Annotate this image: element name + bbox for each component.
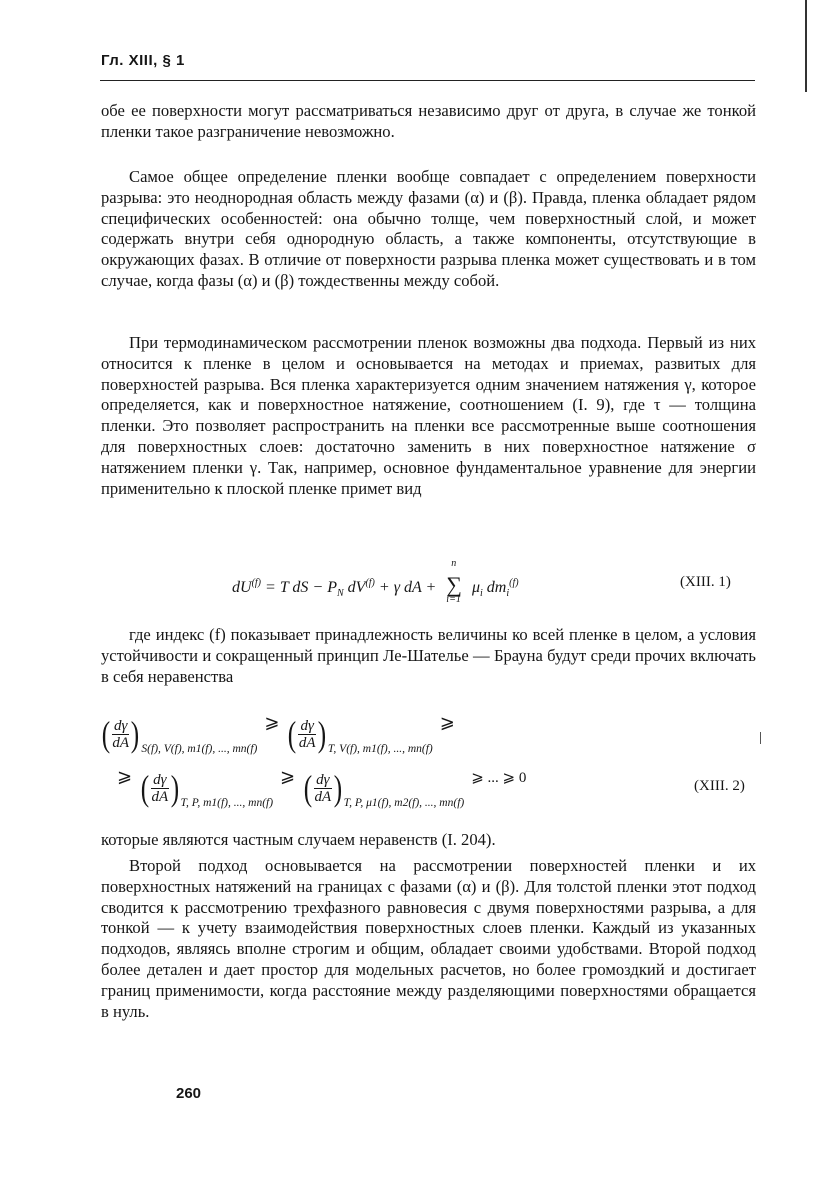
fraction-dgamma-da xyxy=(298,718,315,751)
paragraph-5: которые являются частным случаем неравенств (I. 204). xyxy=(101,830,496,849)
eq1-dm: dm xyxy=(482,579,507,596)
geq-sign: ⩾ xyxy=(264,712,280,732)
frac-num: dγ xyxy=(300,717,314,734)
paren-open: ( xyxy=(288,714,297,755)
frac-den: dA xyxy=(112,734,130,751)
equation-xiii-2 xyxy=(100,712,765,827)
frac-den: dA xyxy=(298,734,316,751)
eq2-sub-4: T, P, μ1(f), m2(f), ..., mn(f) xyxy=(343,797,465,809)
eq1-sup2: (f) xyxy=(365,577,375,589)
geq-sign: ⩾ xyxy=(117,766,133,786)
paren-close: ) xyxy=(333,768,342,809)
paren-close: ) xyxy=(170,768,179,809)
sum-upper: n xyxy=(451,558,457,569)
paren-open: ( xyxy=(140,768,150,809)
running-head: Гл. XIII, § 1 xyxy=(101,52,185,69)
page-number: 260 xyxy=(176,1085,202,1102)
geq-sign: ⩾ xyxy=(280,766,296,786)
header-rule xyxy=(100,80,755,81)
fraction-dgamma-da xyxy=(314,772,331,805)
paren-close: ) xyxy=(317,714,327,755)
eq1-lhs: dU xyxy=(232,579,252,596)
eq1-sup: (f) xyxy=(251,577,262,589)
paragraph-6: Второй подход основывается на рассмотрении поверхностей пленки и их поверхностных натяжений на границах с фазами (α) и (β). Для толстой пленки этот подход сводится к рассмотрению трехфазного равновесия с двумя поверхностями разрыва, а для тонкой — к учету взаимодействия поверхностных слоев пленки. Каждый из указанных подходов, являясь вполне строгим и общим, обладает своими удобствами. Второй подход более детален и дает простор для модельных расчетов, но более громоздкий и достигает границ применимости, когда расстояние между разделяющими поверхностями обращается в нуль. xyxy=(101,856,756,1021)
fraction-dgamma-da xyxy=(151,772,168,805)
frac-den: dA xyxy=(151,788,169,805)
frac-num: dγ xyxy=(153,771,167,788)
paren-close: ) xyxy=(131,714,140,755)
eq2-row-2 xyxy=(114,766,529,809)
eq2-sub-3: T, P, m1(f), ..., mn(f) xyxy=(180,797,274,809)
equation-2-number: (XIII. 2) xyxy=(694,778,745,794)
frac-num: dγ xyxy=(316,771,330,788)
geq-sign: ⩾ xyxy=(439,712,455,732)
eq1-sub-n: N xyxy=(337,588,344,600)
eq1-sup3: (f) xyxy=(509,577,519,589)
sum-sign: ∑ n i=1 xyxy=(446,558,462,605)
frac-den: dA xyxy=(314,788,332,805)
equation-1-body xyxy=(232,558,519,605)
scan-edge-line xyxy=(805,0,807,92)
equation-1-number: (XIII. 1) xyxy=(680,574,731,590)
eq2-row-1 xyxy=(100,712,458,755)
fraction-dgamma-da xyxy=(112,718,129,751)
paragraph-2: Самое общее определение пленки вообще совпадает с определением поверхности разрыва: это неоднородная область между фазами (α) и (β). Правда, пленка обладает рядом специфических особенностей: она обычно толще, чем поверхностный слой, и может содержать внутри себя однородную область, а также компоненты, отсутствующие в окружающих фазах. В отличие от поверхности разрыва пленка может существовать и в том случае, когда фазы (α) и (β) тождественны между собой. xyxy=(101,167,756,290)
eq1-plus-gamma: + γ dA + xyxy=(374,579,441,596)
paren-open: ( xyxy=(101,714,111,755)
eq2-tail: ⩾ ... ⩾ 0 xyxy=(471,770,527,786)
sum-lower: i=1 xyxy=(446,594,461,605)
eq1-terms: = T dS − P xyxy=(265,579,337,596)
eq1-mu: μ xyxy=(471,579,481,596)
eq1-mid: dV xyxy=(347,579,366,596)
eq1-mu-sub: i xyxy=(480,588,483,600)
paragraph-3: При термодинамическом рассмотрении пленок возможны два подхода. Первый из них относится к пленке в целом и основывается на методах и приемах, развитых для поверхностей разрыва. Вся пленка характеризуется одним значением натяжения γ, которое определяется, как и поверхностное натяжение, соотношением (I. 9), где τ — толщина пленки. Это позволяет распространить на пленки все рассмотренные выше соотношения для поверхностных слоев: достаточно заменить в них поверхностное натяжение σ натяжением пленки γ. Так, например, основное фундаментальное уравнение для энергии применительно к плоской пленке примет вид xyxy=(101,333,756,498)
eq1-dm-sub: i xyxy=(506,588,510,600)
frac-num: dγ xyxy=(114,717,128,734)
paren-open: ( xyxy=(303,768,313,809)
paragraph-1: обе ее поверхности могут рассматриваться независимо друг от друга, в случае же тонкой пленки такое разграничение невозможно. xyxy=(101,101,756,141)
eq2-sub-2: T, V(f), m1(f), ..., mn(f) xyxy=(327,743,433,755)
eq2-sub-1: S(f), V(f), m1(f), ..., mn(f) xyxy=(141,743,258,755)
paragraph-4: где индекс (f) показывает принадлежность величины ко всей пленке в целом, а условия устойчивости и сокращенный принцип Ле-Шателье — Брауна будут среди прочих включать в себя неравенства xyxy=(101,625,756,686)
equation-xiii-1 xyxy=(232,560,762,618)
